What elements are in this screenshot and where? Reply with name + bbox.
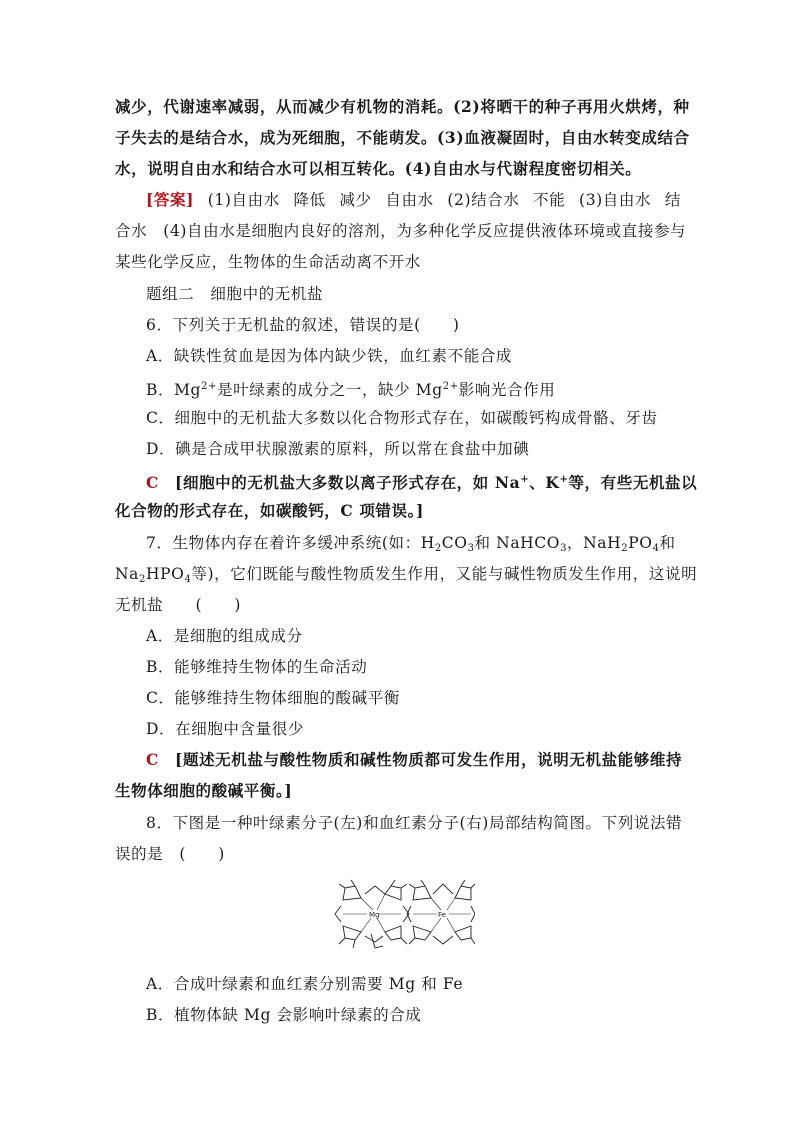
- answer-letter: C: [146, 473, 159, 492]
- text-run: PO: [628, 534, 653, 552]
- question-6-answer-line-2: 化合物的形式存在，如碳酸钙，C 项错误。]: [115, 501, 424, 520]
- explanation-line-3: 水，说明自由水和结合水可以相互转化。(4)自由水与代谢程度密切相关。: [115, 159, 642, 178]
- answer-item: 结: [664, 191, 681, 209]
- question-7-option-d: D．在细胞中含量很少: [146, 720, 304, 738]
- answer-item: (1)自由水: [207, 191, 280, 209]
- question-6-option-c: C．细胞中的无机盐大多数以化合物形式存在，如碳酸钙构成骨骼、牙齿: [146, 409, 658, 427]
- answer-line-3: 某些化学反应，生物体的生命活动离不开水: [115, 253, 421, 271]
- answer-line-1: [146, 189, 681, 211]
- question-6-option-d: D．碘是合成甲状腺激素的原料，所以常在食盐中加碘: [146, 440, 530, 458]
- superscript: 2+: [201, 381, 218, 392]
- section-heading: 题组二 细胞中的无机盐: [146, 285, 324, 303]
- fe-label: Fe: [438, 911, 446, 919]
- subscript: 4: [184, 574, 192, 585]
- text-run: 是叶绿素的成分之一，缺少 Mg: [217, 381, 443, 399]
- question-6-answer-line-1: [146, 469, 698, 494]
- question-6-option-a: A．缺铁性贫血是因为体内缺少铁，血红素不能合成: [146, 347, 512, 365]
- explanation-line-1: 减少，代谢速率减弱，从而减少有机物的消耗。(2)将晒干的种子再用火烘烤，种: [115, 97, 690, 116]
- question-7-stem-line-1: [146, 532, 712, 560]
- text-run: Na: [115, 565, 140, 583]
- text-run: 等)，它们既能与酸性物质发生作用，又能与碱性物质发生作用，这说明: [191, 565, 698, 583]
- subscript: 2: [434, 543, 442, 554]
- text-run: 影响光合作用: [458, 381, 556, 399]
- text-run: B．Mg: [146, 381, 202, 399]
- text-run: 7．生物体内存在着许多缓冲系统(如：H: [146, 534, 435, 552]
- answer-item: (2)结合水: [447, 191, 520, 209]
- question-8-stem-line-1: 8．下图是一种叶绿素分子(左)和血红素分子(右)局部结构简图。下列说法错: [146, 814, 683, 832]
- explanation-line-2: 子失去的是结合水，成为死细胞，不能萌发。(3)血液凝固时，自由水转变成结合: [115, 128, 690, 147]
- question-8-stem-line-2: 误的是 ( ): [115, 845, 225, 863]
- superscript: 2+: [442, 381, 459, 392]
- subscript: 2: [139, 574, 146, 585]
- text-run: [题述无机盐与酸性物质和碱性物质都可发生作用，说明无机盐能够维持: [175, 750, 683, 769]
- text-run: 等，有些无机盐以: [568, 473, 698, 492]
- answer-item: 降低: [293, 191, 326, 209]
- question-8-option-a: A．合成叶绿素和血红素分别需要 Mg 和 Fe: [146, 975, 464, 993]
- text-run: HPO: [145, 565, 185, 583]
- text-run: CO: [441, 534, 468, 552]
- answer-letter: C: [146, 750, 159, 769]
- question-7-answer-line-2: 生物体细胞的酸碱平衡。]: [115, 781, 293, 800]
- answer-item: 减少: [339, 191, 372, 209]
- text-run: ，NaH: [567, 534, 622, 552]
- subscript: 3: [560, 543, 568, 554]
- question-6-stem: 6．下列关于无机盐的叙述，错误的是( ): [146, 316, 460, 334]
- answer-item: 自由水: [385, 191, 434, 209]
- text-run: 和: [659, 534, 676, 552]
- superscript: +: [520, 474, 530, 485]
- superscript: +: [559, 474, 569, 485]
- question-7-answer-line-1: [146, 749, 681, 771]
- text-run: [细胞中的无机盐大多数以离子形式存在，如 Na: [175, 473, 521, 492]
- question-7-stem-line-3: 无机盐 ( ): [115, 596, 241, 614]
- text-run: 和 NaHCO: [474, 534, 561, 552]
- question-6-option-b: [146, 376, 712, 401]
- question-8-option-b: B．植物体缺 Mg 会影响叶绿素的合成: [146, 1006, 422, 1024]
- question-7-option-b: B．能够维持生物体的生命活动: [146, 658, 368, 676]
- subscript: 2: [621, 543, 629, 554]
- question-7-option-c: C．能够维持生物体细胞的酸碱平衡: [146, 689, 400, 707]
- mg-label: Mg: [369, 911, 380, 919]
- text-run: 、K: [529, 473, 560, 492]
- subscript: 3: [467, 543, 475, 554]
- answer-line-2: 合水 (4)自由水是细胞内良好的溶剂，为多种化学反应提供液体环境或直接参与: [115, 222, 687, 240]
- answer-tag: [答案]: [146, 190, 195, 209]
- subscript: 4: [652, 543, 660, 554]
- porphyrin-structure-figure: [325, 876, 475, 951]
- question-7-stem-line-2: [115, 563, 698, 591]
- question-7-option-a: A．是细胞的组成成分: [146, 627, 303, 645]
- answer-item: (3)自由水: [579, 191, 652, 209]
- answer-item: 不能: [533, 191, 566, 209]
